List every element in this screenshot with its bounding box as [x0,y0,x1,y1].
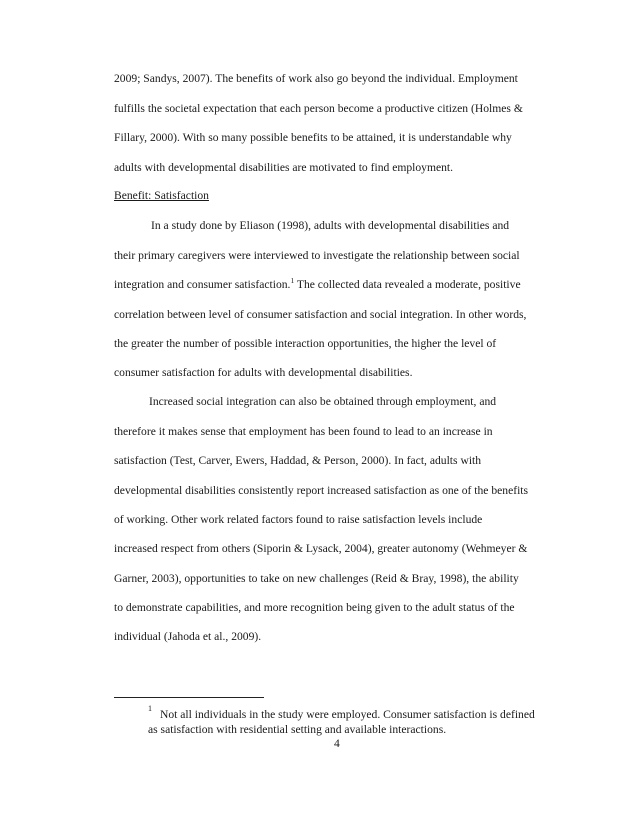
body-line: Fillary, 2000). With so many possible benefits to be attained, it is understandable why [114,131,512,144]
footnote-line: Not all individuals in the study were employed. Consumer satisfaction is defined [160,708,535,721]
body-line: therefore it makes sense that employment has been found to lead to an increase in [114,425,493,438]
body-line [114,278,521,291]
body-line: correlation between level of consumer satisfaction and social integration. In other words, [114,308,527,321]
body-line: Increased social integration can also be obtained through employment, and [149,395,497,408]
body-line: fulfills the societal expectation that each person become a productive citizen (Holmes & [114,102,523,115]
body-line: developmental disabilities consistently report increased satisfaction as one of the benefits [114,484,529,497]
footnote-reference: 1 [290,276,295,285]
body-text: integration and consumer satisfaction. [114,278,291,291]
footnote-separator [114,697,264,698]
body-line: consumer satisfaction for adults with developmental disabilities. [114,366,413,379]
body-line: adults with developmental disabilities are motivated to find employment. [114,161,454,174]
body-line: 2009; Sandys, 2007). The benefits of work also go beyond the individual. Employment [114,72,518,85]
body-line: increased respect from others (Siporin & Lysack, 2004), greater autonomy (Wehmeyer & [114,542,528,555]
footnote-line: as satisfaction with residential setting and available interactions. [148,723,447,736]
body-line: to demonstrate capabilities, and more recognition being given to the adult status of the [114,601,515,614]
body-line: Garner, 2003), opportunities to take on new challenges (Reid & Bray, 1998), the ability [114,572,519,585]
page-number: 4 [334,737,340,750]
body-line: satisfaction (Test, Carver, Ewers, Haddad, & Person, 2000). In fact, adults with [114,454,482,467]
section-heading: Benefit: Satisfaction [114,189,209,202]
body-line: of working. Other work related factors found to raise satisfaction levels include [114,513,483,526]
body-line: In a study done by Eliason (1998), adults with developmental disabilities and [151,219,510,232]
body-line: individual (Jahoda et al., 2009). [114,630,262,643]
body-line: their primary caregivers were interviewed to investigate the relationship between social [114,249,520,262]
body-text: The collected data revealed a moderate, positive [294,278,521,291]
footnote-number: 1 [148,704,152,713]
body-line: the greater the number of possible interaction opportunities, the higher the level of [114,337,497,350]
